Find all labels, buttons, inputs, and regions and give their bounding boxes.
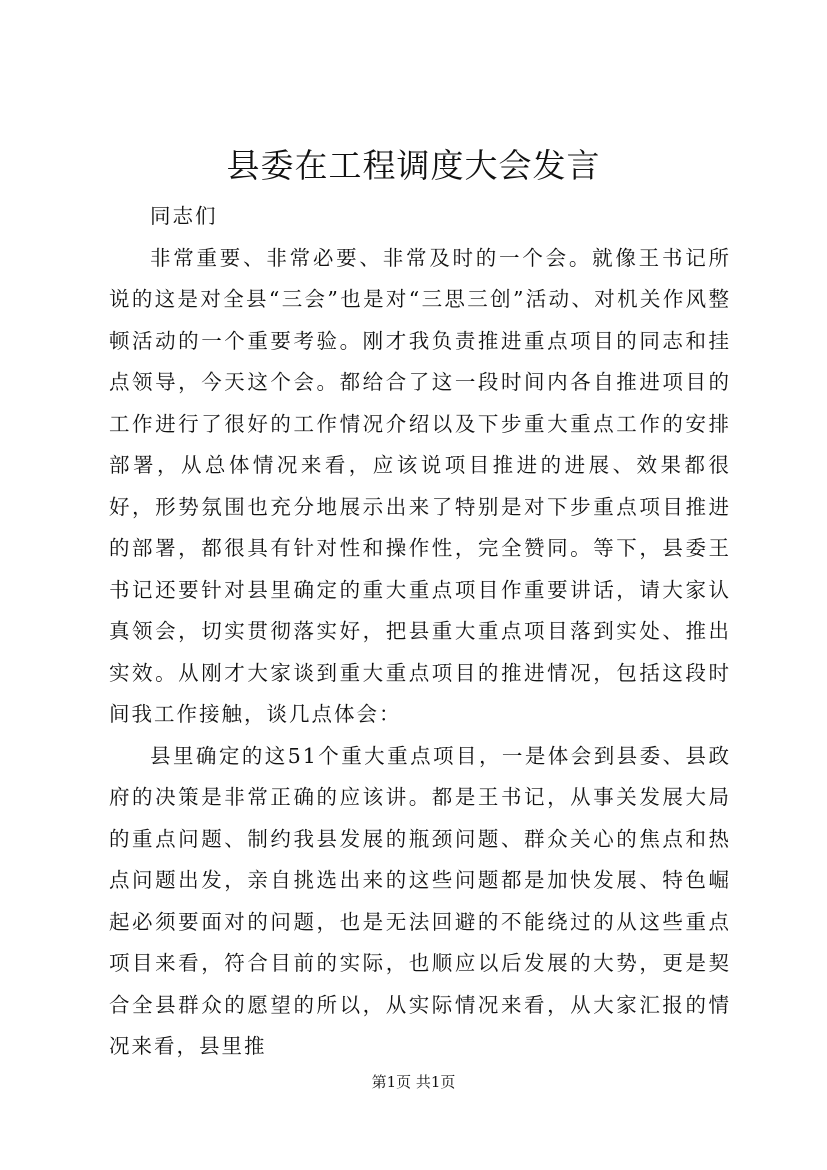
page-number-footer: 第1页 共1页 — [371, 1073, 456, 1091]
paragraph-1: 非常重要、非常必要、非常及时的一个会。就像王书记所说的这是对全县“三会”也是对“三思三创”活动、对机关作风整顿活动的一个重要考验。刚才我负责推进重点项目的同志和挂点领导，今天这个会。都给合了这一段时间内各自推进项目的工作进行了很好的工作情况介绍以及下步重大重点工作的安排部署，从总体情况来看，应该说项目推进的进展、效果都很好，形势氛围也充分地展示出来了特别是对下步重点项目推进的部署，都很具有针对性和操作性，完全赞同。等下，县委王书记还要针对县里确定的重大重点项目作重要讲话，请大家认真领会，切实贯彻落实好，把县重大重点项目落到实处、推出实效。从刚才大家谈到重大重点项目的推进情况，包括这段时间我工作接触，谈几点体会： — [109, 245, 731, 726]
document-body — [109, 196, 731, 1068]
paragraph-2: 县里确定的这51个重大重点项目，一是体会到县委、县政府的决策是非常正确的应该讲。都是王书记，从事关发展大局的重点问题、制约我县发展的瓶颈问题、群众关心的焦点和热点问题出发，亲自挑选出来的这些问题都是加快发展、特色崛起必须要面对的问题，也是无法回避的不能绕过的从这些重点项目来看，符合目前的实际，也顺应以后发展的大势，更是契合全县群众的愿望的所以，从实际情况来看，从大家汇报的情况来看，县里推 — [109, 743, 731, 1058]
salutation: 同志们 — [150, 204, 218, 228]
document-title: 县委在工程调度大会发言 — [226, 146, 601, 185]
